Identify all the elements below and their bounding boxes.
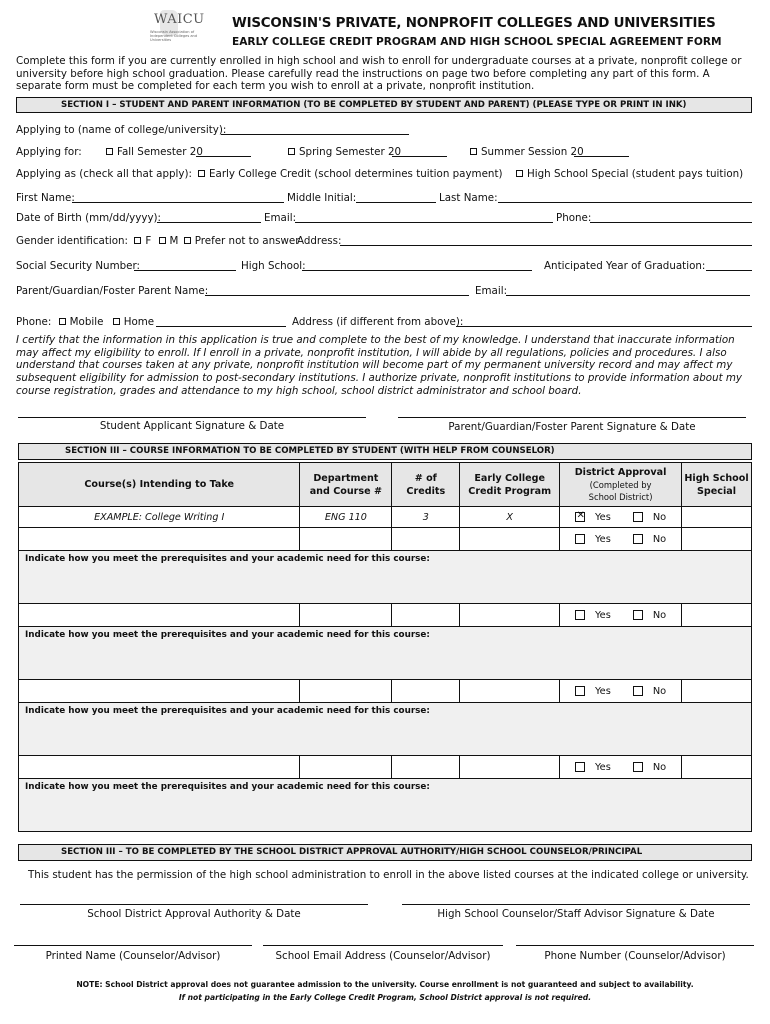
hss-cell[interactable] — [682, 680, 752, 703]
course-row — [19, 680, 752, 703]
col-credits-header: # of Credits — [392, 463, 460, 507]
last-name-label: Last Name: — [439, 192, 498, 204]
email-field[interactable] — [295, 212, 553, 223]
permission-text: This student has the permission of the high school administration to enroll in the above listed courses at the indicated college or university. — [28, 869, 749, 881]
footer-note-italic: If not participating in the Early College Credit Program, School District approval is not required. — [178, 993, 592, 1002]
intro-text: Complete this form if you are currently enrolled in high school and wish to enroll for undergraduate courses at a private, nonprofit college or university before high school graduation. Please carefully read the instructions on page two before completing any part of this form. A separate form must be completed for each term you wish to enroll at a private, nonprofit institution. — [16, 55, 742, 92]
address-diff-label: Address (if different from above): — [292, 316, 464, 328]
checkbox-icon[interactable] — [516, 170, 523, 177]
grad-year-label: Anticipated Year of Graduation: — [544, 260, 706, 272]
checkbox-icon[interactable] — [184, 237, 191, 244]
email-label: Email: — [264, 212, 297, 224]
course-row — [19, 528, 752, 551]
example-credits: 3 — [392, 507, 460, 528]
hss-option[interactable]: High School Special (student pays tuition) — [516, 168, 743, 180]
district-signature-label: School District Approval Authority & Date — [87, 908, 301, 920]
example-dept: ENG 110 — [300, 507, 392, 528]
page-title: WISCONSIN'S PRIVATE, NONPROFIT COLLEGES AND UNIVERSITIES — [232, 16, 716, 31]
dept-cell[interactable] — [300, 756, 392, 779]
example-ecc: X — [460, 507, 560, 528]
course-name-cell[interactable] — [19, 604, 300, 627]
applying-as-label: Applying as (check all that apply): — [16, 168, 192, 180]
section3-heading: SECTION III – TO BE COMPLETED BY THE SCHOOL DISTRICT APPROVAL AUTHORITY/HIGH SCHOOL COUNSELOR/PRINCIPAL — [18, 844, 752, 861]
summer-session-option[interactable]: Summer Session 20 — [470, 146, 584, 158]
hss-cell[interactable] — [682, 756, 752, 779]
credits-cell[interactable] — [392, 680, 460, 703]
approval-cell: Yes No — [560, 528, 682, 551]
parent-email-field[interactable] — [506, 285, 750, 296]
col-course-header: Course(s) Intending to Take — [19, 463, 300, 507]
no-checkbox[interactable] — [633, 762, 643, 772]
dept-cell[interactable] — [300, 680, 392, 703]
yes-checkbox[interactable] — [575, 762, 585, 772]
checkbox-icon[interactable] — [470, 148, 477, 155]
yes-checkbox[interactable] — [575, 686, 585, 696]
approval-cell: Yes No — [560, 680, 682, 703]
parent-name-field[interactable] — [205, 285, 469, 296]
parent-phone-field[interactable] — [156, 316, 286, 327]
checkbox-icon[interactable] — [159, 237, 166, 244]
phone-number-label: Phone Number (Counselor/Advisor) — [544, 950, 726, 962]
example-course: EXAMPLE: College Writing I — [19, 507, 300, 528]
example-approval: ✕ Yes No — [560, 507, 682, 528]
checkbox-icon[interactable] — [134, 237, 141, 244]
yes-checkbox[interactable] — [575, 534, 585, 544]
high-school-field[interactable] — [302, 260, 532, 271]
col-hss-header: High School Special — [682, 463, 752, 507]
ssn-label: Social Security Number: — [16, 260, 141, 272]
phone-label: Phone: — [556, 212, 592, 224]
col-dept-header: Department and Course # — [300, 463, 392, 507]
credits-cell[interactable] — [392, 528, 460, 551]
address-label: Address: — [297, 235, 342, 247]
credits-cell[interactable] — [392, 604, 460, 627]
gender-label: Gender identification: F M Prefer not to answer — [16, 235, 300, 247]
printed-name-line[interactable] — [14, 945, 252, 946]
address-diff-field[interactable] — [456, 316, 752, 327]
parent-signature-line[interactable] — [398, 417, 746, 418]
dob-field[interactable] — [157, 212, 261, 223]
course-name-cell[interactable] — [19, 756, 300, 779]
dept-cell[interactable] — [300, 528, 392, 551]
checkbox-icon[interactable] — [59, 318, 66, 325]
applying-for-label: Applying for: — [16, 146, 82, 158]
first-name-label: First Name: — [16, 192, 75, 204]
approval-cell: Yes No — [560, 756, 682, 779]
checked-box-icon — [575, 512, 585, 522]
no-checkbox[interactable] — [633, 686, 643, 696]
spring-semester-option[interactable]: Spring Semester 20 — [288, 146, 401, 158]
district-signature-line[interactable] — [20, 904, 368, 905]
school-email-line[interactable] — [263, 945, 503, 946]
ecc-cell[interactable] — [460, 528, 560, 551]
phone-number-line[interactable] — [516, 945, 754, 946]
logo-text: WAICU — [154, 12, 205, 27]
last-name-field[interactable] — [498, 192, 752, 203]
no-checkbox[interactable] — [633, 610, 643, 620]
course-name-cell[interactable] — [19, 680, 300, 703]
parent-email-label: Email: — [475, 285, 508, 297]
dept-cell[interactable] — [300, 604, 392, 627]
ecc-cell[interactable] — [460, 604, 560, 627]
course-name-cell[interactable] — [19, 528, 300, 551]
address-field[interactable] — [340, 235, 752, 246]
checkbox-icon[interactable] — [106, 148, 113, 155]
course-row — [19, 604, 752, 627]
school-email-label: School Email Address (Counselor/Advisor) — [275, 950, 491, 962]
approval-cell: Yes No — [560, 604, 682, 627]
ecc-cell[interactable] — [460, 756, 560, 779]
counselor-signature-label: High School Counselor/Staff Advisor Signature & Date — [437, 908, 715, 920]
checkbox-icon[interactable] — [198, 170, 205, 177]
dob-label: Date of Birth (mm/dd/yyyy): — [16, 212, 162, 224]
footer-note: NOTE: School District approval does not guarantee admission to the university. Course enrollment is not guaranteed and subject to availability. — [76, 980, 694, 989]
yes-checkbox[interactable] — [575, 610, 585, 620]
checkbox-icon — [633, 512, 643, 522]
phone-field[interactable] — [590, 212, 752, 223]
applying-to-label: Applying to (name of college/university): — [16, 124, 227, 136]
student-signature-line[interactable] — [18, 417, 366, 418]
middle-initial-field[interactable] — [356, 192, 436, 203]
spring-year-field[interactable] — [392, 146, 447, 157]
phone2-label: Phone: Mobile Home — [16, 316, 155, 328]
prereq-field[interactable]: Indicate how you meet the prerequisites and your academic need for this course: — [19, 703, 752, 756]
ecc-option[interactable]: Early College Credit (school determines tuition payment) — [198, 168, 503, 180]
section2-heading: SECTION III – COURSE INFORMATION TO BE COMPLETED BY STUDENT (WITH HELP FROM COUNSELOR) — [18, 443, 752, 460]
checkbox-icon[interactable] — [113, 318, 120, 325]
no-checkbox[interactable] — [633, 534, 643, 544]
applying-to-field[interactable] — [221, 124, 409, 135]
waicu-logo — [146, 10, 210, 46]
prereq-field[interactable]: Indicate how you meet the prerequisites and your academic need for this course: — [19, 627, 752, 680]
hss-cell[interactable] — [682, 528, 752, 551]
printed-name-label: Printed Name (Counselor/Advisor) — [45, 950, 221, 962]
fall-year-field[interactable] — [196, 146, 251, 157]
grad-year-field[interactable] — [706, 260, 752, 271]
example-row — [19, 507, 752, 528]
summer-year-field[interactable] — [574, 146, 629, 157]
checkbox-icon[interactable] — [288, 148, 295, 155]
counselor-signature-line[interactable] — [402, 904, 750, 905]
credits-cell[interactable] — [392, 756, 460, 779]
logo-subtext: Wisconsin Association of Independent Colleges and Universities — [150, 30, 198, 43]
middle-initial-label: Middle Initial: — [287, 192, 357, 204]
course-row — [19, 756, 752, 779]
col-ecc-header: Early College Credit Program — [460, 463, 560, 507]
parent-signature-label: Parent/Guardian/Foster Parent Signature & Date — [448, 421, 696, 433]
student-signature-label: Student Applicant Signature & Date — [99, 420, 285, 432]
parent-name-label: Parent/Guardian/Foster Parent Name: — [16, 285, 209, 297]
ssn-field[interactable] — [134, 260, 236, 271]
section1-heading: SECTION I – STUDENT AND PARENT INFORMATION (TO BE COMPLETED BY STUDENT AND PARENT) (PLEASE TYPE OR PRINT IN INK) — [16, 97, 752, 113]
ecc-cell[interactable] — [460, 680, 560, 703]
prereq-field[interactable]: Indicate how you meet the prerequisites and your academic need for this course: — [19, 779, 752, 832]
col-district-header: District Approval (Completed by School District) — [560, 463, 682, 507]
prereq-field[interactable]: Indicate how you meet the prerequisites and your academic need for this course: — [19, 551, 752, 604]
page-subtitle: EARLY COLLEGE CREDIT PROGRAM AND HIGH SCHOOL SPECIAL AGREEMENT FORM — [232, 36, 722, 48]
high-school-label: High School: — [241, 260, 306, 272]
fall-semester-option[interactable]: Fall Semester 20 — [106, 146, 203, 158]
hss-cell[interactable] — [682, 604, 752, 627]
course-table — [18, 462, 752, 832]
table-header-row — [19, 463, 752, 507]
first-name-field[interactable] — [72, 192, 284, 203]
certification-text: I certify that the information in this application is true and complete to the best of my knowledge. I understand that inaccurate information may affect my eligibility to enroll. If I enroll in a private, nonprofit institution, I will abide by all regulations, policies and procedures. I also understand that courses taken at any private, nonprofit institution will become part of my permanent university record and may affect my subsequent eligibility for admission to post-secondary institutions. I authorize private, nonprofit institutions to provide information about my course registration, grades and attendance to my high school, school district administrator and school board. — [16, 334, 743, 397]
